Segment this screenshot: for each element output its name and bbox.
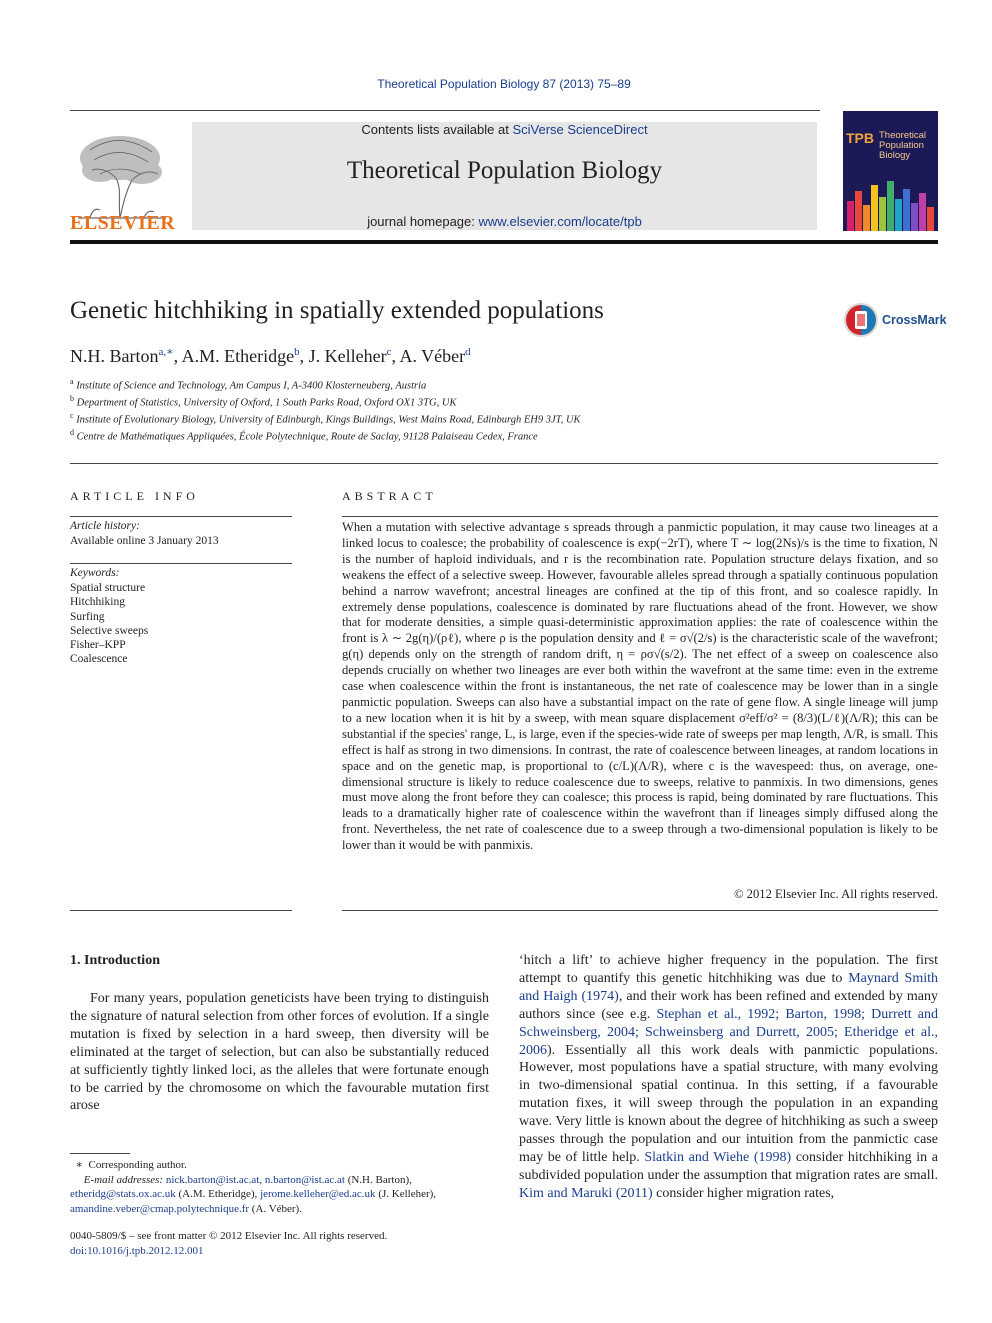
email-block bbox=[70, 1173, 500, 1217]
affiliation-sup: b bbox=[70, 394, 74, 403]
doi-link[interactable]: doi:10.1016/j.tpb.2012.12.001 bbox=[70, 1244, 204, 1257]
crossmark-icon bbox=[843, 302, 879, 338]
footnote-star: ∗ bbox=[75, 1159, 83, 1171]
corresponding-line bbox=[70, 1158, 500, 1173]
citation-link[interactable]: Slatkin and Wiehe (1998) bbox=[644, 1149, 792, 1165]
section-heading: 1. Introduction bbox=[70, 953, 160, 968]
email-link[interactable]: jerome.kelleher@ed.ac.uk bbox=[260, 1188, 376, 1201]
header-rule bbox=[70, 110, 820, 111]
email-owner: , bbox=[259, 1173, 265, 1186]
affiliation-text: Institute of Science and Technology, Am Campus I, A-3400 Klosterneuberg, Austria bbox=[76, 380, 427, 392]
info-rule bbox=[70, 563, 292, 564]
email-owner: (A. Véber). bbox=[249, 1202, 302, 1215]
author-affiliation-sup[interactable]: c bbox=[386, 346, 392, 358]
keyword: Fisher–KPP bbox=[70, 639, 126, 652]
keyword: Selective sweeps bbox=[70, 624, 149, 637]
affiliation-rule bbox=[70, 463, 938, 464]
affiliation-text: Centre de Mathématiques Appliquées, École Polytechnique, Route de Saclay, 91128 Palaiseau Cedex, France bbox=[76, 431, 538, 443]
email-owner: (N.H. Barton), bbox=[344, 1173, 412, 1186]
abstract-rule bbox=[342, 910, 938, 911]
front-matter bbox=[70, 1229, 387, 1258]
sciencedirect-link[interactable]: SciVerse ScienceDirect bbox=[512, 122, 648, 137]
abstract-rule bbox=[342, 516, 938, 517]
cover-abbrev: TPB bbox=[846, 130, 874, 146]
email-link[interactable]: nick.barton@ist.ac.at bbox=[165, 1173, 260, 1186]
affiliation bbox=[70, 394, 456, 409]
crossmark-label: CrossMark bbox=[882, 313, 947, 327]
author-name: N.H. Barton bbox=[70, 346, 159, 366]
keywords-label: Keywords: bbox=[70, 567, 120, 579]
journal-cover-thumbnail[interactable] bbox=[843, 111, 938, 231]
footnote-rule bbox=[70, 1153, 130, 1154]
cover-title-line: Population bbox=[879, 140, 924, 151]
article-info-heading: ARTICLE INFO bbox=[70, 489, 199, 503]
abstract-heading: ABSTRACT bbox=[342, 489, 437, 503]
article-title: Genetic hitchhiking in spatially extended populations bbox=[70, 297, 604, 324]
corresponding-label: Corresponding author. bbox=[88, 1159, 187, 1171]
footnote bbox=[70, 1158, 500, 1216]
author-name: A. Véber bbox=[399, 346, 466, 366]
affiliation-sup: d bbox=[70, 428, 74, 437]
cover-title-line: Theoretical bbox=[879, 130, 926, 141]
keyword: Spatial structure bbox=[70, 582, 146, 594]
crossmark-badge[interactable] bbox=[843, 302, 947, 338]
intro-paragraph-right bbox=[519, 952, 938, 1203]
cover-title bbox=[879, 131, 926, 161]
text-run: ‘hitch a lift’ to achieve higher frequency in the population. The first attempt to quantify this genetic hitchhiking was due to bbox=[519, 953, 938, 986]
keywords-list bbox=[70, 581, 148, 667]
history-value: Available online 3 January 2013 bbox=[70, 535, 219, 547]
author-affiliation-sup[interactable]: d bbox=[465, 346, 471, 358]
author-affiliation-sup[interactable]: b bbox=[294, 346, 300, 358]
affiliation-sup: c bbox=[70, 411, 74, 420]
affiliation-text: Department of Statistics, University of Oxford, 1 South Parks Road, Oxford OX1 3TG, UK bbox=[76, 397, 457, 409]
email-owner: (J. Kelleher), bbox=[375, 1188, 437, 1201]
copyright-line: © 2012 Elsevier Inc. All rights reserved. bbox=[733, 887, 938, 901]
homepage-prefix: journal homepage: bbox=[367, 214, 479, 229]
journal-title: Theoretical Population Biology bbox=[346, 157, 663, 184]
contents-prefix: Contents lists available at bbox=[361, 122, 513, 137]
affiliation bbox=[70, 428, 538, 443]
text-run: , and their work has been refined and extended by many authors since (see e.g. bbox=[519, 988, 938, 1022]
info-rule bbox=[70, 910, 292, 911]
affiliation-sup: a bbox=[70, 377, 74, 386]
author-list: N.H. Barton$^{a,∗}$, A.M. Etheridge$^b$, J. Kelleher$^c$, A. Véber$^d$ bbox=[70, 346, 471, 366]
cover-title-line: Biology bbox=[879, 150, 911, 161]
issn-line: 0040-5809/$ – see front matter © 2012 Elsevier Inc. All rights reserved. bbox=[70, 1230, 388, 1242]
history-label: Article history: bbox=[70, 520, 140, 532]
elsevier-wordmark: ELSEVIER bbox=[70, 212, 176, 234]
author-name: A.M. Etheridge bbox=[181, 346, 295, 366]
text-run: consider hitchhiking in a subdivided population under the assumption that migration rates are small. bbox=[519, 1149, 938, 1183]
citation-link[interactable]: Kim and Maruki (2011) bbox=[519, 1185, 653, 1201]
cover-mosaic bbox=[843, 171, 938, 231]
intro-paragraph-left: For many years, population geneticists have been trying to distinguish the signature of natural selection from other forces of evolution. If a single mutation is fixed by selection in a hard sweep, then diversity will be eliminated at the target of selection, but can also be substantially reduced at sufficiently tightly linked loci, as the alleles that were fortunate enough to be carried by the chromosome on which the favourable mutation first arose bbox=[70, 991, 489, 1114]
email-link[interactable]: amandine.veber@cmap.polytechnique.fr bbox=[70, 1202, 250, 1215]
email-link[interactable]: n.barton@ist.ac.at bbox=[264, 1173, 345, 1186]
text-run: consider higher migration rates, bbox=[652, 1185, 835, 1201]
affiliation bbox=[70, 411, 581, 426]
text-run: ). Essentially all this work deals with panmictic populations. However, most populations have a spatial structure, with many evolving in two-dimensional spatial continua. In this setting, if a favourable mutation fixes, it will sweep through the population in an expanding wave. Very little is known about the degree of hitchhiking as such a sweep passes through the population and our intuition from the panmictic case may be of little help. bbox=[519, 1042, 938, 1165]
keyword: Surfing bbox=[70, 610, 105, 623]
email-link[interactable]: etheridg@stats.ox.ac.uk bbox=[70, 1188, 176, 1201]
author-name: J. Kelleher bbox=[308, 346, 387, 366]
email-owner: (A.M. Etheridge), bbox=[175, 1188, 261, 1201]
email-label: E-mail addresses: bbox=[83, 1173, 164, 1186]
homepage-line bbox=[192, 214, 817, 229]
affiliation bbox=[70, 377, 426, 392]
author-affiliation-sup[interactable]: a,∗ bbox=[158, 346, 174, 358]
homepage-link[interactable]: www.elsevier.com/locate/tpb bbox=[478, 214, 642, 229]
citation-link[interactable]: Stephan et al., 1992; Barton, 1998; Durrett and Schweinsberg, 2004; Schweinsberg and Durrett, 2005; Etheridge et al., 2006 bbox=[519, 1006, 938, 1058]
keyword: Coalescence bbox=[70, 653, 128, 666]
affiliation-text: Institute of Evolutionary Biology, University of Edinburgh, Kings Buildings, West Mains Road, Edinburgh EH9 3JT, UK bbox=[76, 414, 581, 426]
contents-line bbox=[192, 122, 817, 137]
abstract-body: When a mutation with selective advantage s spreads through a panmictic population, it may cause two lineages at a linked locus to coalesce; the probability of coalescence is exp(−2rT), where T ∼ log(2Ns)/s is the time to fixation, N is the number of haploid individuals, and r is the recombination rate. Population structure delays fixation, and so weakens the effect of a selective sweep. However, favourable alleles spread through a spatially continuous population behind a narrow wavefront; ancestral lineages are confined at the tip of this front, and so coalesce rapidly. In extremely dense populations, coalescence is dominated by rare fluctuations ahead of the front. However, we show that for moderate densities, a simple quasi-deterministic approximation applies: the rate of coalescence within the front is λ ∼ 2g(η)/(ρℓ), where ρ is the population density and ℓ = σ√(2/s) is the characteristic scale of the wavefront; g(η) depends only on the strength of random drift, η = ρσ√(s/2). The net effect of a sweep on coalescence also depends crucially on whether two lineages are ever both within the wavefront at the same time: even in the extreme case when coalescence within the front is instantaneous, the net rate of coalescence may be lower than in a single panmictic population. Sweeps can also have a substantial impact on the rate of gene flow. A single lineage will jump to a new location when it is hit by a sweep, with mean square displacement σ²eff/σ² = (8/3)(L/ℓ)(Λ/R); this can be substantial if the species' range, L, is large, even if the species-wide rate of sweeps per map length, Λ/R, is small. This effect is half as strong in two dimensions. In contrast, the rate of coalescence between lineages, at random locations in space and on the genetic map, is proportional to (c/L)(Λ/R), where c is the wavespeed: thus, on average, one-dimensional structure is likely to reduce coalescence due to sweeps, relative to panmixis. In two dimensions, genes must move along the front before they can coalesce; this process is rapid, being dominated by rare fluctuations. This leads to a dramatically higher rate of coalescence within the wavefront than if lineages simply diffused along the front. Nevertheless, the net rate of coalescence due to a sweep through a two-dimensional population is likely to be lower than it would be with panmixis. bbox=[342, 520, 938, 853]
keyword: Hitchhiking bbox=[70, 596, 125, 609]
citation-link[interactable]: Maynard Smith and Haigh (1974) bbox=[519, 970, 938, 1004]
journal-citation[interactable]: Theoretical Population Biology 87 (2013) 75–89 bbox=[377, 77, 631, 91]
info-rule bbox=[70, 516, 292, 517]
header-thick-rule bbox=[70, 240, 938, 244]
